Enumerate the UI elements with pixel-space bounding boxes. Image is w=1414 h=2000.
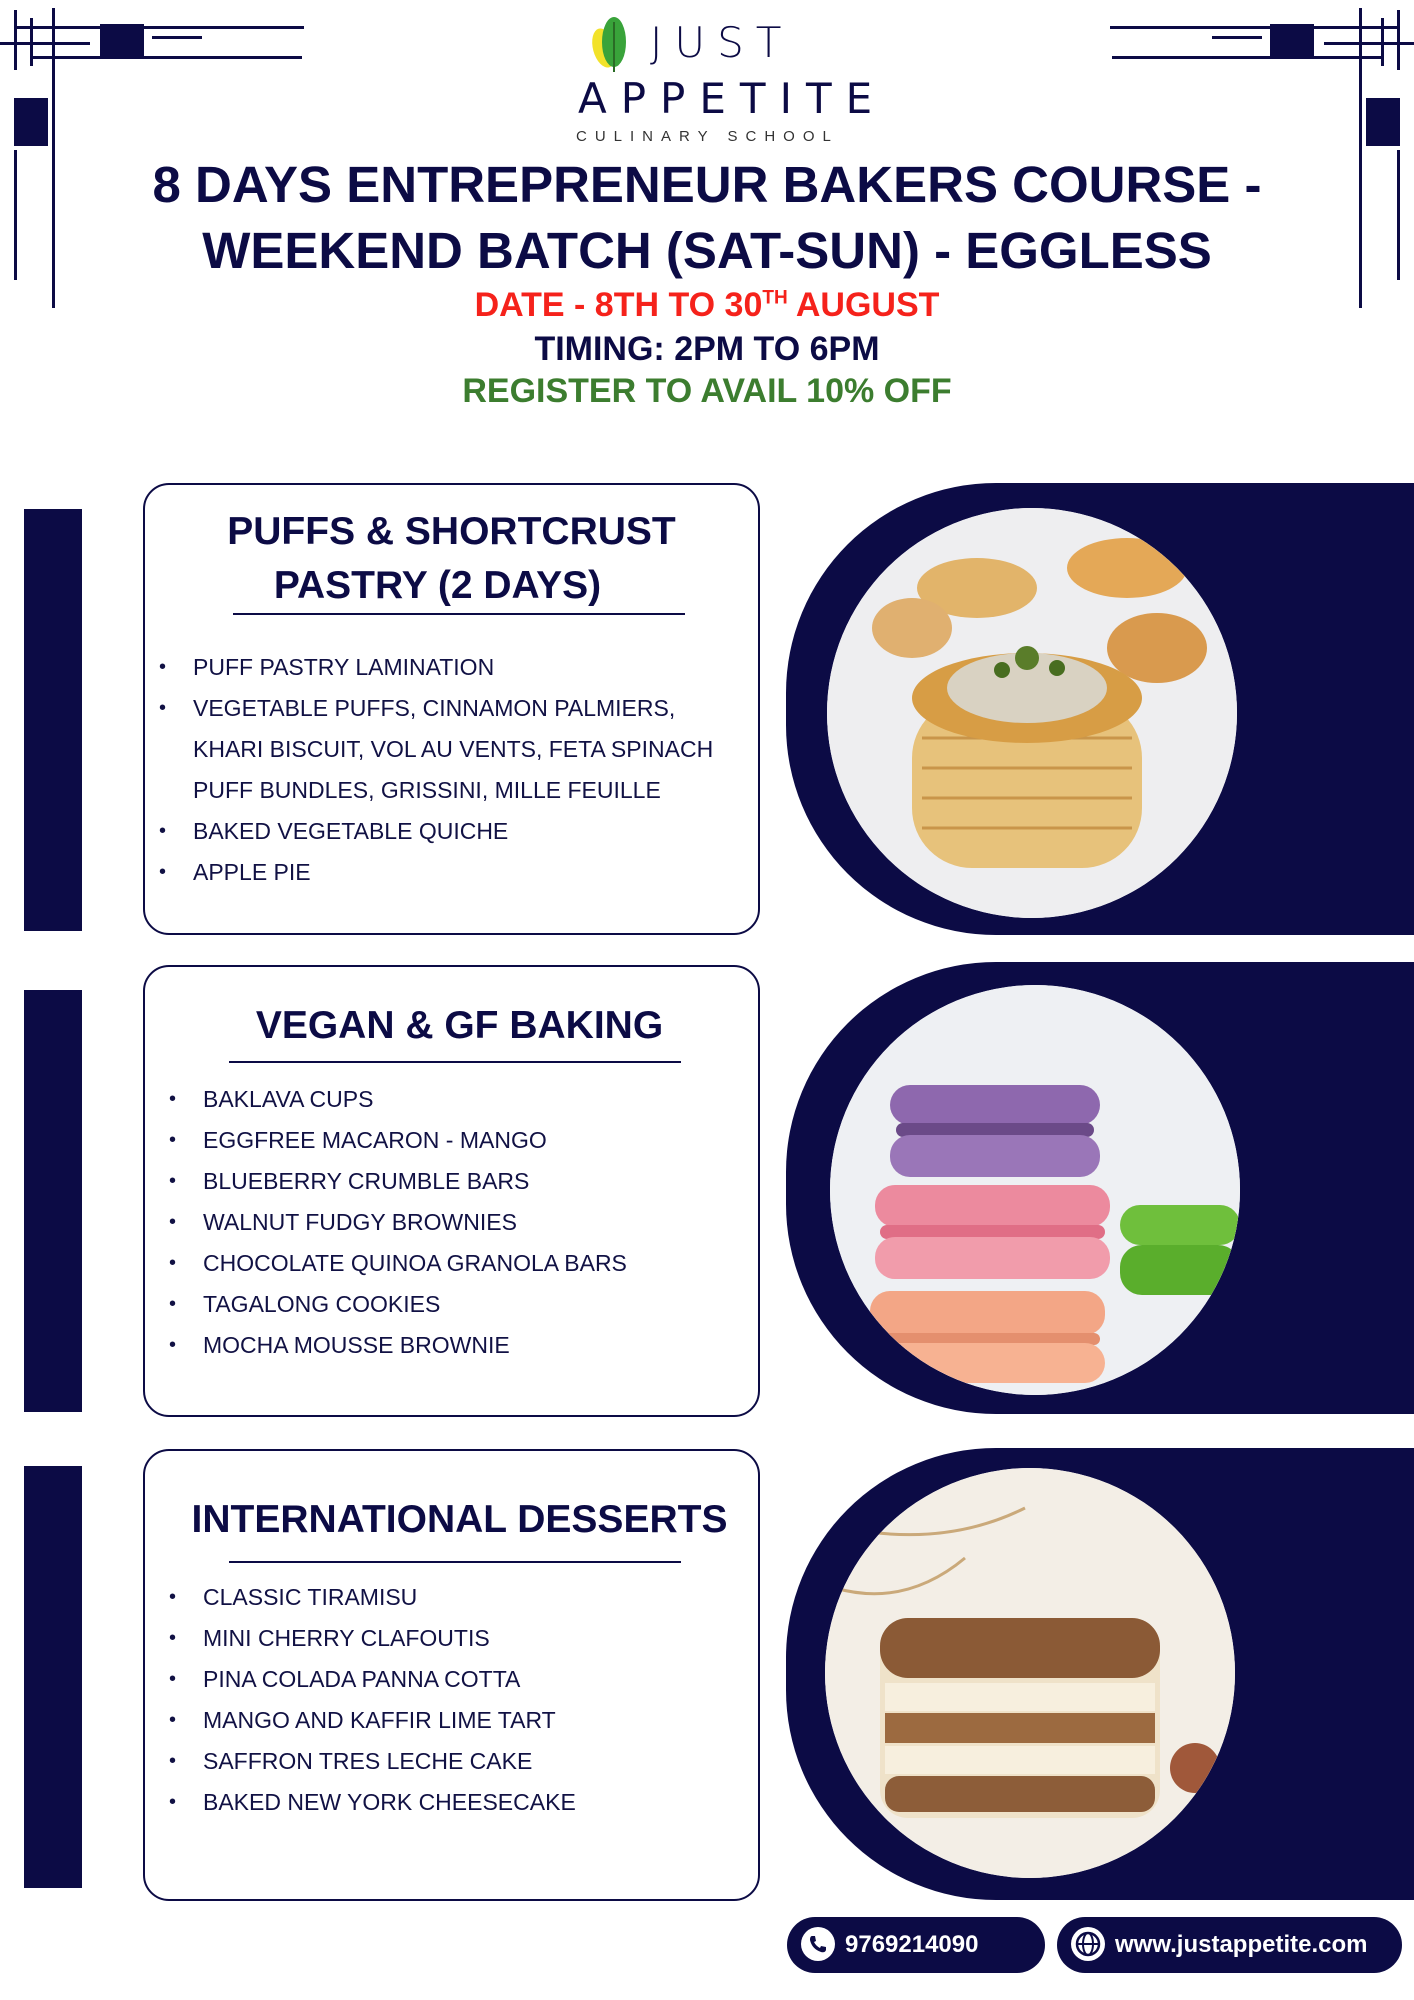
section-1-sidebar-bar [24,509,82,931]
list-item: • EGGFREE MACARON - MANGO [169,1120,749,1161]
phone-icon [801,1927,835,1961]
section-title: INTERNATIONAL DESSERTS [191,1498,728,1541]
list-item: • WALNUT FUDGY BROWNIES [169,1202,749,1243]
course-timing: TIMING: 2PM TO 6PM [534,330,880,368]
date-suffix: AUGUST [787,286,940,324]
brand-logo [570,12,890,152]
list-item: • PUFF PASTRY LAMINATION [159,647,749,688]
date-superscript: TH [762,287,788,309]
section-title-underline [229,1561,681,1563]
course-title-line1: 8 DAYS ENTREPRENEUR BAKERS COURSE - [152,156,1262,213]
section-title-line2: PASTRY (2 DAYS) [273,564,602,607]
section-title-underline [229,1061,681,1063]
section-title: VEGAN & GF BAKING [255,1004,664,1047]
list-item: • BAKLAVA CUPS [169,1079,749,1120]
brand-name-line1: JUST [650,18,794,67]
brand-tagline: CULINARY SCHOOL [576,128,839,145]
list-item: • TAGALONG COOKIES [169,1284,749,1325]
tiramisu-photo [825,1468,1235,1878]
list-item: • BLUEBERRY CRUMBLE BARS [169,1161,749,1202]
section-3-sidebar-bar [24,1466,82,1888]
course-title-line2: WEEKEND BATCH (SAT-SUN) - EGGLESS [202,222,1212,279]
website-url: www.justappetite.com [1115,1931,1368,1958]
date-prefix: DATE - 8TH TO 30 [474,286,763,324]
list-item: • MOCHA MOUSSE BROWNIE [169,1325,749,1366]
section-2-sidebar-bar [24,990,82,1412]
course-date [0,286,1414,325]
section-card-puffs [143,483,760,935]
section-title-underline [233,613,685,615]
phone-number: 9769214090 [845,1931,979,1958]
list-item: • CLASSIC TIRAMISU [169,1577,749,1618]
phone-contact[interactable] [787,1917,1045,1973]
website-contact[interactable] [1057,1917,1402,1973]
leaf-icon [584,12,644,74]
list-item: • MANGO AND KAFFIR LIME TART [169,1700,749,1741]
list-item: • VEGETABLE PUFFS, CINNAMON PALMIERS, KHARI BISCUIT, VOL AU VENTS, FETA SPINACH PUFF BUNDLES, GRISSINI, MILLE FEUILLE [159,688,749,811]
list-item: • BAKED NEW YORK CHEESECAKE [169,1782,749,1823]
section-title-line1: PUFFS & SHORTCRUST [227,510,676,553]
macaron-photo [830,985,1240,1395]
section-card-desserts [143,1449,760,1901]
section-item-list [169,1079,749,1366]
list-item: • CHOCOLATE QUINOA GRANOLA BARS [169,1243,749,1284]
section-item-list [169,1577,749,1823]
register-offer: REGISTER TO AVAIL 10% OFF [462,372,952,410]
section-card-vegan [143,965,760,1417]
list-item: • BAKED VEGETABLE QUICHE [159,811,749,852]
list-item: • MINI CHERRY CLAFOUTIS [169,1618,749,1659]
list-item: • PINA COLADA PANNA COTTA [169,1659,749,1700]
section-item-list [159,647,749,893]
puff-pastry-photo [827,508,1237,918]
globe-icon [1071,1927,1105,1961]
list-item: • APPLE PIE [159,852,749,893]
list-item: • SAFFRON TRES LECHE CAKE [169,1741,749,1782]
brand-name-line2: APPETITE [578,74,887,123]
